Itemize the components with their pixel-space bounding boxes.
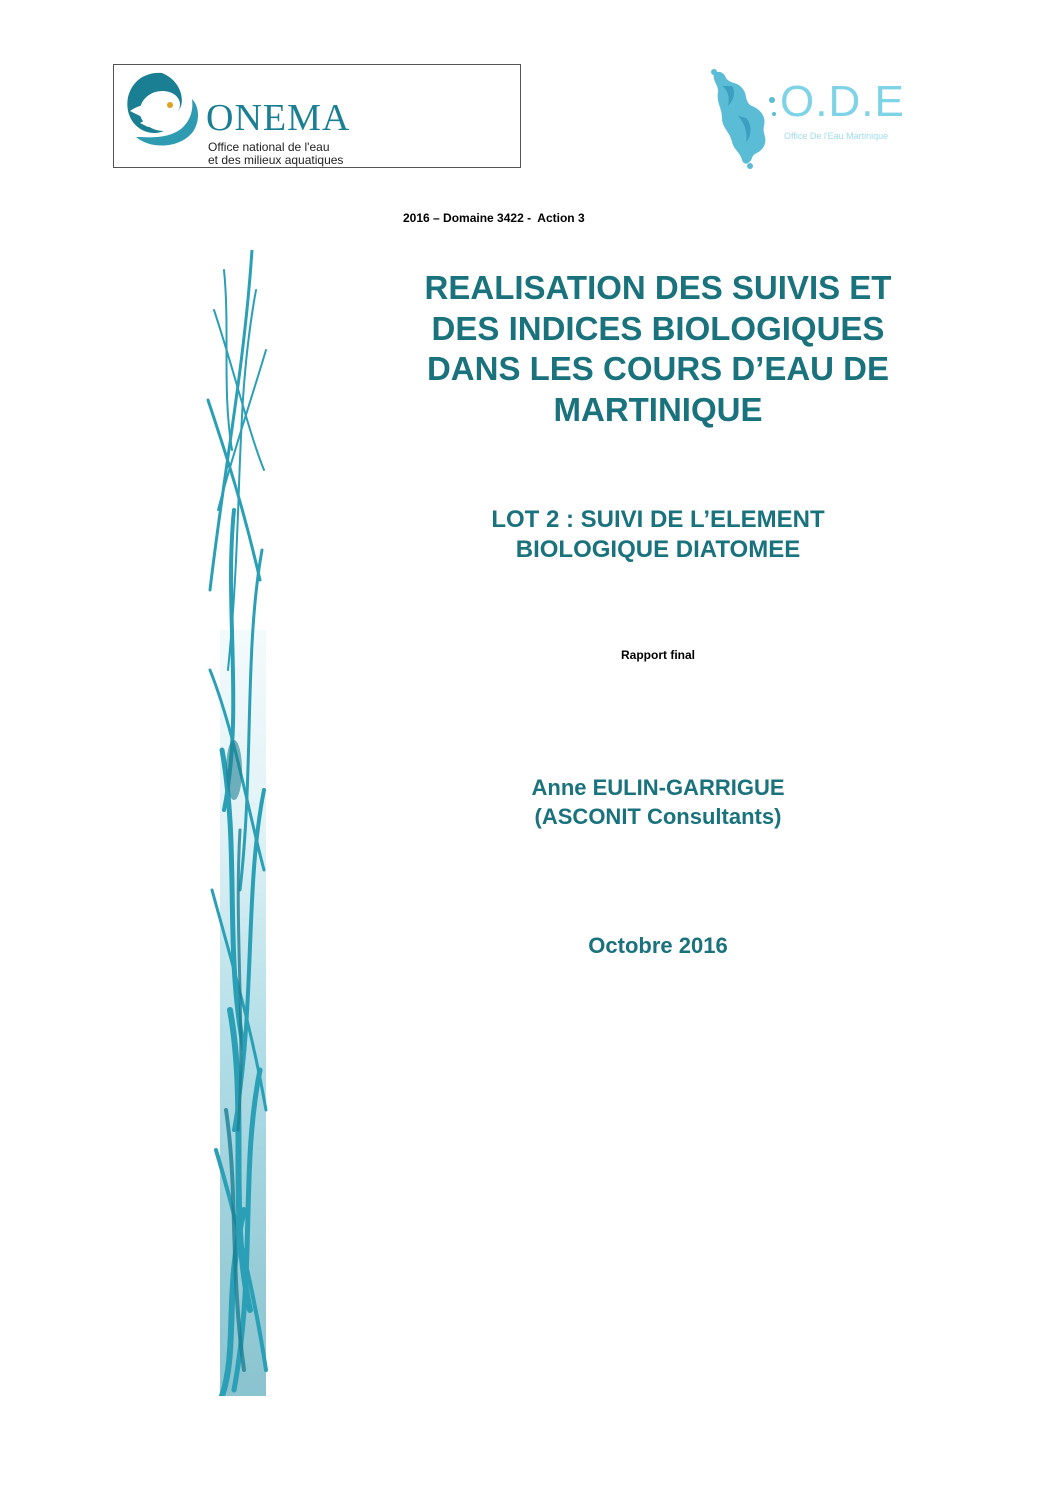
onema-name: ONEMA — [206, 97, 351, 139]
ode-subtitle: Office De l'Eau Martinique — [784, 131, 889, 141]
document-date: Octobre 2016 — [588, 933, 728, 958]
onema-logo — [113, 64, 521, 168]
report-type: Rapport final — [621, 648, 695, 662]
onema-emblem-icon — [120, 67, 202, 151]
document-subtitle — [380, 505, 936, 565]
subtitle-line: LOT 2 : SUIVI DE L’ELEMENT — [491, 506, 825, 533]
author-name: Anne EULIN-GARRIGUE — [531, 775, 785, 800]
title-line: MARTINIQUE — [553, 390, 763, 428]
author-affiliation: (ASCONIT Consultants) — [534, 804, 782, 829]
title-line: DANS LES COURS D’EAU DE — [426, 350, 890, 387]
ode-name: O.D.E — [780, 77, 905, 126]
document-reference: 2016 – Domaine 3422 - Action 3 — [403, 211, 585, 225]
title-line: DES INDICES BIOLOGIQUES — [431, 309, 885, 347]
document-title — [380, 268, 936, 430]
reeds-image — [204, 250, 268, 1396]
onema-subtitle-line: Office national de l'eau — [208, 140, 330, 154]
onema-subtitle-line: et des milieux aquatiques — [208, 153, 344, 167]
title-line: REALISATION DES SUIVIS ET — [424, 269, 892, 306]
onema-subtitle — [208, 141, 343, 167]
subtitle-line: BIOLOGIQUE DIATOMEE — [515, 536, 801, 563]
author-block — [380, 773, 936, 831]
martinique-island-icon — [708, 66, 780, 170]
